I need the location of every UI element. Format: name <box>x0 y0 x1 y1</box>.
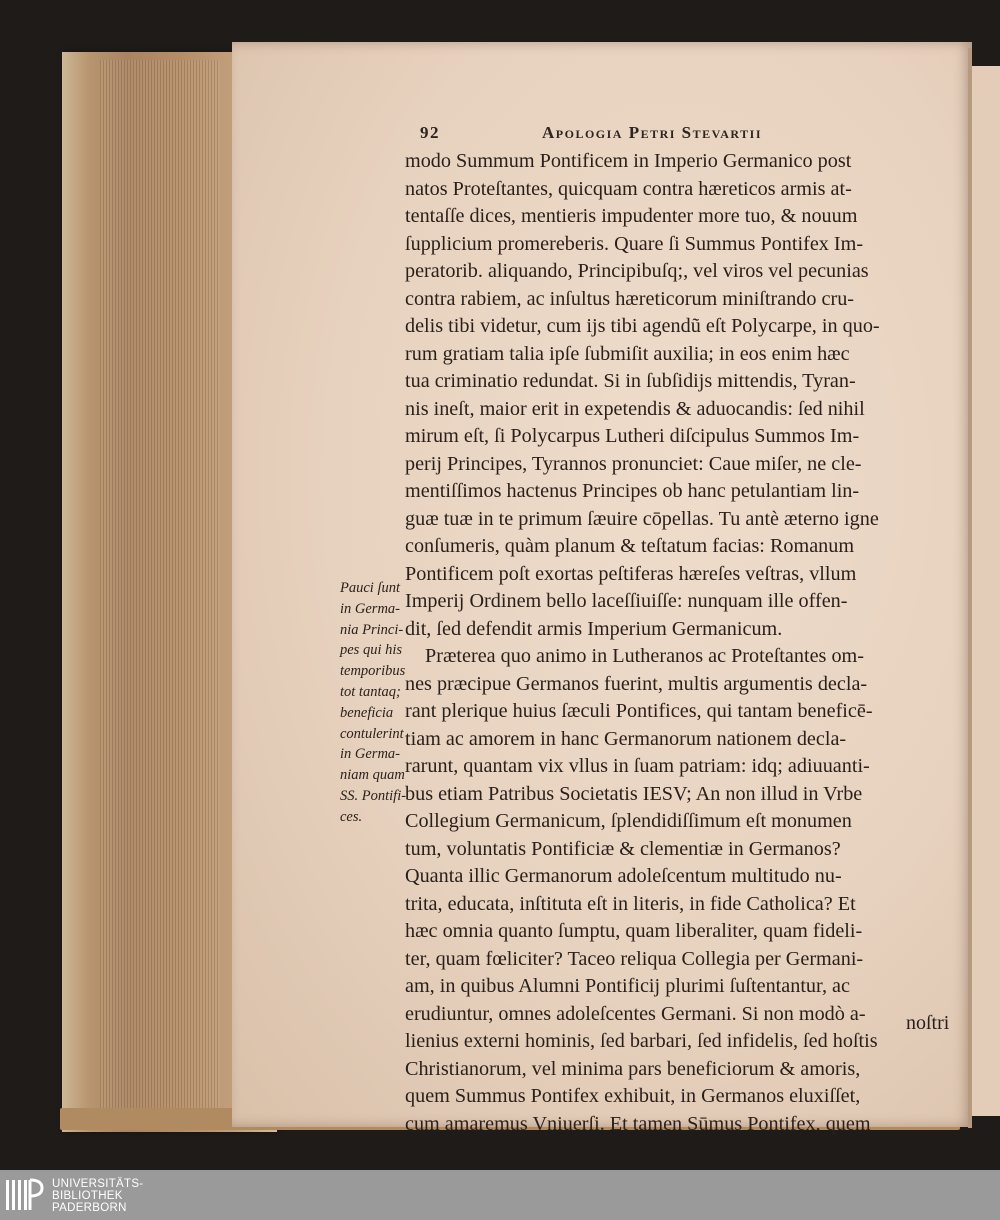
text-line: peratorib. aliquando, Principibuſq;, vel viros vel pecunias <box>405 260 869 282</box>
text-line: mentiſſimos hactenus Principes ob hanc petulantiam lin- <box>405 480 860 502</box>
text-line: am, in quibus Alumni Pontificij plurimi ſuſtentantur, ac <box>405 975 850 997</box>
text-line: Præterea quo animo in Lutheranos ac Proteſtantes om- <box>425 645 864 667</box>
text-line: Pontificem poſt exortas peſtiferas hæreſes veſtras, vllum <box>405 562 857 585</box>
text-line: erudiuntur, omnes adoleſcentes Germani. Si non modò a- <box>405 1002 866 1025</box>
marginal-note-line: tot tantaq; <box>340 683 401 700</box>
text-line: rum gratiam talia ipſe ſubmiſit auxilia; in eos enim hæc <box>405 342 850 365</box>
text-line: trita, educata, inſtituta eſt in literis, in fide Catholica? Et <box>405 892 856 915</box>
facing-page-sliver <box>972 66 1000 1116</box>
text-line: nes præcipue Germanos fuerint, multis argumentis decla- <box>405 672 868 695</box>
text-line: delis tibi videtur, cum ijs tibi agendũ eſt Polycarpe, in quo- <box>405 315 880 337</box>
marginal-note-line: ces. <box>340 808 363 825</box>
text-line: modo Summum Pontificem in Imperio Germanico post <box>405 150 852 172</box>
library-logo-icon <box>4 1176 44 1214</box>
marginal-note-line: nia Princi- <box>340 621 404 638</box>
marginal-note-line: SS. Pontifi- <box>340 787 407 804</box>
body-text <box>405 148 950 1138</box>
text-line: cum amaremus Vniuerſi. Et tamen Sūmus Pontifex, quem <box>405 1112 871 1135</box>
text-line: ſupplicium promereberis. Quare ſi Summus Pontifex Im- <box>405 232 864 255</box>
text-line: lienius externi hominis, ſed barbari, ſed infidelis, ſed hoſtis <box>405 1030 878 1052</box>
page-number: 92 <box>420 123 440 142</box>
text-line: tiam ac amorem in hanc Germanorum nationem decla- <box>405 727 847 750</box>
marginal-note-line: contulerint <box>340 725 404 742</box>
running-title: Apologia Petri Stevartii <box>542 123 763 142</box>
marginal-note-line: beneficia <box>340 704 394 721</box>
marginal-note-line: in Germa- <box>340 600 401 617</box>
text-line: rarunt, quantam vix vllus in ſuam patriam: idq; adiuuanti- <box>405 755 870 777</box>
text-line: perij Principes, Tyrannos pronunciet: Caue miſer, ne cle- <box>405 452 862 475</box>
text-line: Collegium Germanicum, ſplendidiſſimum eſt monumen <box>405 810 852 832</box>
text-line: mirum eſt, ſi Polycarpus Lutheri diſcipulus Summos Im- <box>405 425 860 447</box>
text-line: conſumeris, quàm planum & teſtatum facias: Romanum <box>405 535 855 557</box>
library-name <box>52 1178 143 1214</box>
text-line: dit, ſed defendit armis Imperium Germanicum. <box>405 617 783 640</box>
text-line: natos Proteſtantes, quicquam contra hæreticos armis at- <box>405 177 852 200</box>
text-line: tum, voluntatis Pontificiæ & clementiæ in Germanos? <box>405 837 841 860</box>
book-page-edge-texture <box>100 60 220 1120</box>
text-line: ter, quam fœliciter? Taceo reliqua Collegia per Germani- <box>405 947 864 970</box>
text-line: tentaſſe dices, mentieris impudenter more tuo, & nouum <box>405 205 858 227</box>
catchword: noſtri <box>906 1012 950 1034</box>
marginal-note-line: niam quam <box>340 767 405 784</box>
text-line: Christianorum, vel minima pars beneficiorum & amoris, <box>405 1057 861 1080</box>
text-line: rant plerique huius ſæculi Pontifices, qui tantam beneficē- <box>405 700 873 722</box>
text-line: contra rabiem, ac inſultus hæreticorum miniſtrando cru- <box>405 287 855 310</box>
text-line: guæ tuæ in te primum ſæuire cōpellas. Tu antè æterno igne <box>405 507 879 530</box>
library-footer-bar <box>0 1170 1000 1220</box>
text-line: quem Summus Pontifex exhibuit, in Germanos eluxiſſet, <box>405 1085 861 1107</box>
marginal-note-line: temporibus <box>340 663 406 680</box>
text-line: Imperij Ordinem bello laceſſiuiſſe: nunquam ille offen- <box>405 590 848 612</box>
text-line: Quanta illic Germanorum adoleſcentum multitudo nu- <box>405 865 842 887</box>
text-line: hæc omnia quanto ſumptu, quam liberaliter, quam fideli- <box>405 920 863 942</box>
library-name-line-2: BIBLIOTHEK <box>52 1190 123 1202</box>
marginal-note-line: Pauci ſunt <box>340 580 401 596</box>
marginal-note-line: in Germa- <box>340 746 401 763</box>
marginal-note <box>340 578 408 828</box>
text-line: bus etiam Patribus Societatis IESV; An non illud in Vrbe <box>405 782 863 805</box>
library-name-line-3: PADERBORN <box>52 1202 127 1214</box>
marginal-note-line: pes qui his <box>340 642 403 659</box>
text-line: tua criminatio redundat. Si in ſubſidijs mittendis, Tyran- <box>405 370 856 392</box>
text-line: nis ineſt, maior erit in expetendis & aduocandis: ſed nihil <box>405 397 865 420</box>
library-name-line-1: UNIVERSITÄTS- <box>52 1178 144 1190</box>
